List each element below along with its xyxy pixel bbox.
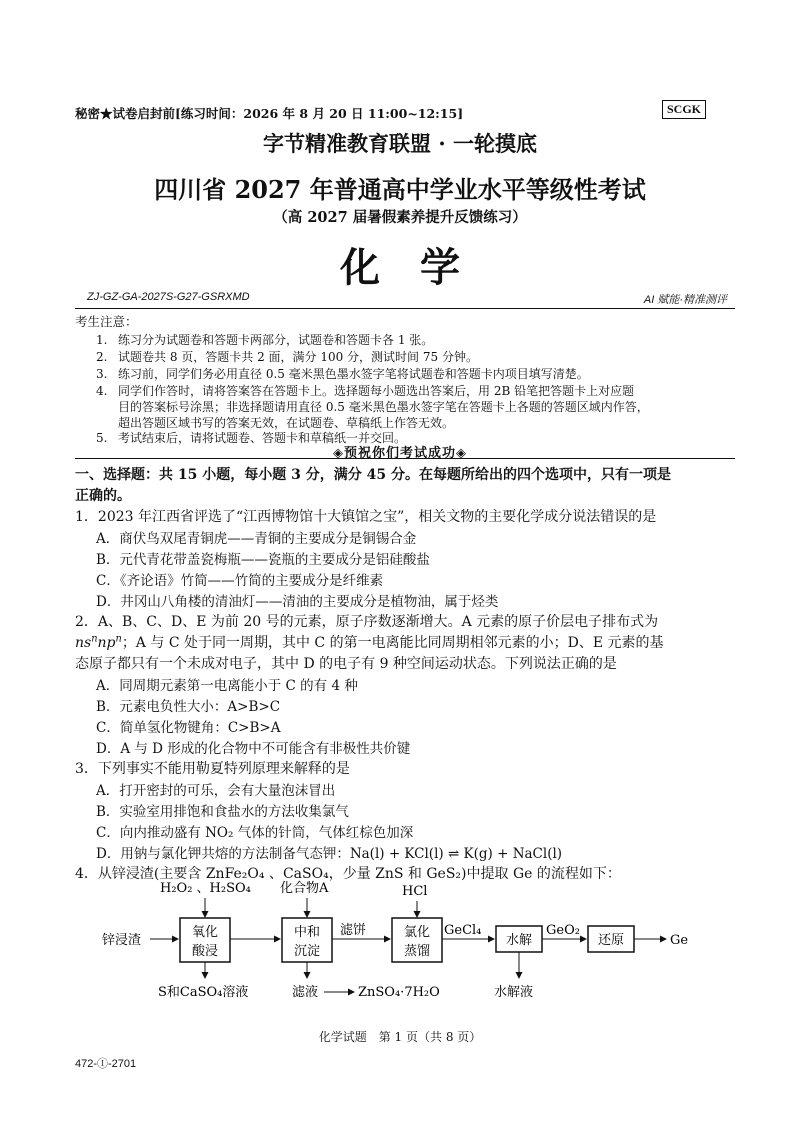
tag-badge: SCGK — [662, 100, 706, 119]
svg-text:中和: 中和 — [293, 925, 321, 940]
arrow-filter-cake: 滤饼 — [340, 923, 367, 938]
exam-subtitle: （高 2027 届暑假素养提升反馈练习） — [273, 209, 527, 226]
arrow-geo2: GeO₂ — [546, 923, 580, 938]
reagent-compound-a: 化合物A — [280, 881, 329, 896]
process-flowchart — [100, 868, 700, 1018]
q1-option-b: B．元代青花带盖瓷梅瓶——瓷瓶的主要成分是铝硅酸盐 — [96, 552, 430, 568]
exam-code: ZJ-GZ-GA-2027S-G27-GSRXMD — [87, 291, 250, 303]
q2-option-c: C．简单氢化物键角：C>B>A — [96, 720, 281, 736]
subject-title: 化学 — [340, 244, 500, 291]
q3-option-d: D．用钠与氯化钾共熔的方法制备气态钾：Na(l) + KCl(l) ⇌ K(g) + NaCl(l) — [96, 846, 563, 862]
waste-hydrolysis-liquid: 水解液 — [494, 985, 534, 1000]
section-heading-cont: 正确的。 — [75, 488, 131, 504]
q3-option-c: C．向内推动盛有 NO₂ 气体的针筒，气体红棕色加深 — [96, 825, 414, 841]
svg-text:酸浸: 酸浸 — [191, 944, 219, 959]
q1-option-a: A．商伏鸟双尾青铜虎——青铜的主要成分是铜锡合金 — [96, 531, 417, 547]
reagent-hcl: HCl — [402, 884, 428, 899]
alliance-title: 字节精准教育联盟 · 一轮摸底 — [263, 131, 537, 156]
reagent-h2o2-h2so4: H₂O₂ 、H₂SO₄ — [160, 881, 251, 896]
q2-option-d: D．A 与 D 形成的化合物中不可能含有非极性共价键 — [96, 741, 411, 757]
page-footer: 化学试题 第 1 页（共 8 页） — [318, 1030, 482, 1044]
note-item: 3. 练习前，同学们务必用直径 0.5 毫米黑色墨水签字笔将试题卷和答题卡内项目填写清楚。 — [96, 367, 589, 381]
note-item: 2. 试题卷共 8 页，答题卡共 2 面，满分 100 分，测试时间 75 分钟。 — [96, 350, 478, 364]
svg-text:水解: 水解 — [505, 933, 533, 948]
note-item: 5. 考试结束后，请将试题卷、答题卡和草稿纸一并交回。 — [96, 431, 407, 445]
input-zinc-residue: 锌浸渣 — [102, 933, 142, 948]
question-4-stem: 4．从锌浸渣(主要含 ZnFe₂O₄ 、CaSO₄，少量 ZnS 和 GeS₂)中提取 Ge 的流程如下： — [75, 866, 621, 882]
question-3-stem: 3．下列事实不能用勒夏特列原理来解释的是 — [75, 761, 350, 777]
code-line — [75, 290, 735, 309]
q1-option-c: C．《齐论语》竹简——竹简的主要成分是纤维素 — [96, 573, 384, 589]
ai-tag: AI 赋能·精准测评 — [643, 294, 727, 306]
note-item: 4. 同学们作答时，请将答案答在答题卡上。选择题每小题选出答案后，用 2B 铅笔把答题卡上对应题 — [96, 384, 635, 398]
notes-title: 考生注意： — [75, 314, 138, 329]
waste-filtrate: 滤液 — [292, 985, 319, 1000]
question-2-stem-2: $ns^nnp^n$；A 与 C 处于同一周期，其中 C 的第一电离能比同周期相邻元素的小；D、E 元素的基 — [75, 633, 664, 651]
question-2-stem-3: 态原子都只有一个未成对电子，其中 D 的电子有 9 种空间运动状态。下列说法正确的是 — [75, 656, 617, 672]
q2-option-b: B．元素电负性大小：A>B>C — [96, 699, 281, 715]
q3-option-a: A．打开密封的可乐，会有大量泡沫冒出 — [96, 783, 336, 799]
note-item: 超出答题区域书写的答案无效，在试题卷、草稿纸上作答无效。 — [118, 416, 455, 430]
wish-line: ◈预祝你们考试成功◈ — [333, 446, 467, 461]
question-2-stem: 2．A、B、C、D、E 为前 20 号的元素，原子序数逐渐增大。A 元素的原子价层电子排布式为 — [75, 614, 659, 630]
arrow-gecl4: GeCl₄ — [444, 923, 482, 938]
output-ge: Ge — [670, 933, 689, 948]
exam-title: 四川省 2027 年普通高中学业水平等级性考试 — [154, 175, 646, 204]
divider — [75, 458, 735, 459]
q3-option-b: B．实验室用排饱和食盐水的方法收集氯气 — [96, 804, 349, 820]
question-1-stem: 1．2023 年江西省评选了“江西博物馆十大镇馆之宝”，相关文物的主要化学成分说法错误的是 — [75, 509, 657, 525]
product-znso4: ZnSO₄·7H₂O — [358, 985, 440, 1000]
waste-s-caso4: S和CaSO₄溶液 — [158, 985, 249, 1000]
svg-text:沉淀: 沉淀 — [293, 944, 321, 959]
note-item: 1. 练习分为试题卷和答题卡两部分，试题卷和答题卡各 1 张。 — [96, 333, 434, 347]
secret-line: 秘密★试卷启封前[练习时间：2026 年 8 月 20 日 11:00~12:15] — [75, 106, 464, 121]
note-item: 目的答案标号涂黑；非选择题请用直径 0.5 毫米黑色墨水签字笔在答题卡上各题的答题区域内作答， — [118, 400, 649, 414]
paper-code: 472-Ⓘ-2701 — [75, 1058, 137, 1070]
svg-text:氯化: 氯化 — [403, 925, 431, 940]
svg-text:蒸馏: 蒸馏 — [403, 944, 431, 959]
svg-text:还原: 还原 — [597, 933, 625, 948]
svg-text:氧化: 氧化 — [191, 925, 219, 940]
q2-option-a: A．同周期元素第一电离能小于 C 的有 4 种 — [96, 678, 358, 694]
section-heading: 一、选择题：共 15 小题，每小题 3 分，满分 45 分。在每题所给出的四个选项中，只有一项是 — [75, 467, 671, 483]
q1-option-d: D．井冈山八角楼的清油灯——清油的主要成分是植物油，属于烃类 — [96, 594, 499, 610]
